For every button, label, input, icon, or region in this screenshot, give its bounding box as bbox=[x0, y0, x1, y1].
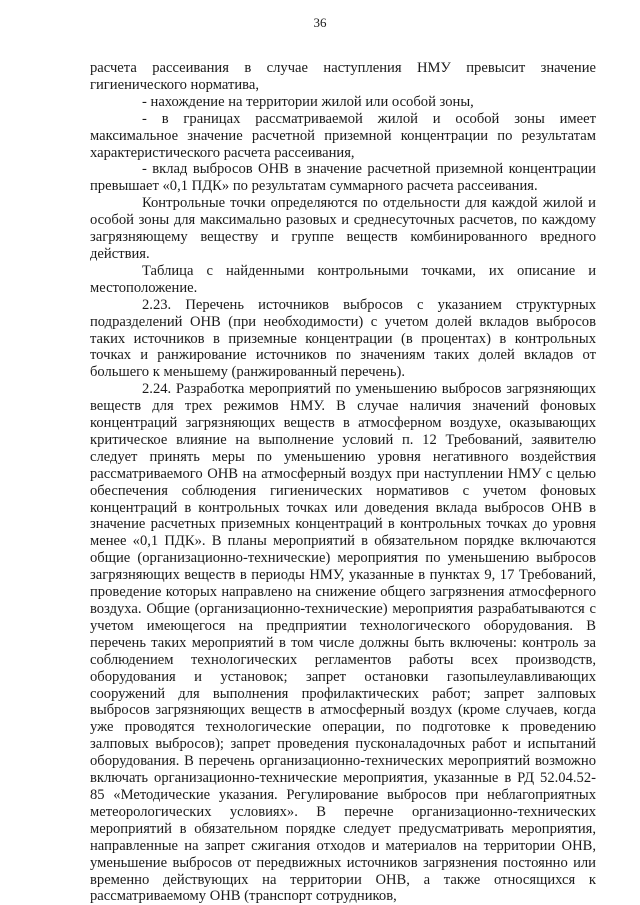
list-item: - в границах рассматриваемой жилой и особой зоны имеет максимальное значение расчетной приземной концентрации по результатам характеристического расчета рассеивания, bbox=[90, 110, 596, 161]
section-2-23: 2.23. Перечень источников выбросов с указанием структурных подразделений ОНВ (при необходимости) с учетом долей вкладов выбросов таких источников в приземные концентрации (в процентах) в контрольных точках и ранжирование источников по значениям таких долей вкладов от большего к меньшему (ранжированный перечень). bbox=[90, 296, 596, 381]
document-body bbox=[90, 60, 596, 905]
paragraph: Таблица с найденными контрольными точками, их описание и местоположение. bbox=[90, 262, 596, 296]
list-item: - вклад выбросов ОНВ в значение расчетной приземной концентрации превышает «0,1 ПДК» по результатам суммарного расчета рассеивания. bbox=[90, 161, 596, 195]
paragraph: расчета рассеивания в случае наступления НМУ превысит значение гигиенического норматива, bbox=[90, 60, 596, 93]
list-item: - нахождение на территории жилой или особой зоны, bbox=[142, 93, 474, 110]
section-2-24: 2.24. Разработка мероприятий по уменьшению выбросов загрязняющих веществ для трех режимов НМУ. В случае наличия значений фоновых концентраций загрязняющих веществ в атмосферном воздухе, оказывающих критическое влияние на выполнение условий п. 12 Требований, заявителю следует принять меры по уменьшению уровня негативного воздействия рассматриваемого ОНВ на атмосферный воздух при наступлении НМУ с целью обеспечения соблюдения гигиенических нормативов с учетом фоновых концентраций в контрольных точках или доведения вклада выбросов ОНВ в значение расчетных приземных концентраций в контрольных точках до уровня менее «0,1 ПДК». В планы мероприятий в обязательном порядке включаются общие (организационно-технические) мероприятия по уменьшению выбросов загрязняющих веществ в периоды НМУ, указанные в пунктах 9, 17 Требований, проведение которых направлено на снижение общего загрязнения атмосферного воздуха. Общие (организационно-технические) мероприятия разрабатываются с учетом имеющегося на предприятии технологического оборудования. В перечень таких мероприятий в том числе должны быть включены: контроль за соблюдением технологических регламентов работы всех производств, оборудования и установок; запрет остановки газопылеулавливающих сооружений для выполнения профилактических работ; запрет залповых выбросов загрязняющих веществ в атмосферный воздух (кроме случаев, когда уже проводятся технологические операции, по подготовке к проведению залповых выбросов); запрет проведения пусконаладочных работ и испытаний оборудования. В перечень организационно-технических мероприятий возможно включать организационно-технические мероприятия, указанные в РД 52.04.52-85 «Методические указания. Регулирование выбросов при неблагоприятных метеорологических условиях». В перечне организационно-технических мероприятий в обязательном порядке следует предусматривать мероприятия, направленные на запрет сжигания отходов и материалов на территории ОНВ, уменьшение выбросов от передвижных источников загрязнения постоянно или временно действующих на территории ОНВ, а также относящихся к рассматриваемому ОНВ (транспорт сотрудников, bbox=[90, 381, 596, 905]
paragraph: Контрольные точки определяются по отдельности для каждой жилой и особой зоны для максимально разовых и среднесуточных расчетов, по каждому загрязняющему веществу и группе веществ комбинированного вредного действия. bbox=[90, 195, 596, 262]
page-number: 36 bbox=[313, 15, 327, 30]
